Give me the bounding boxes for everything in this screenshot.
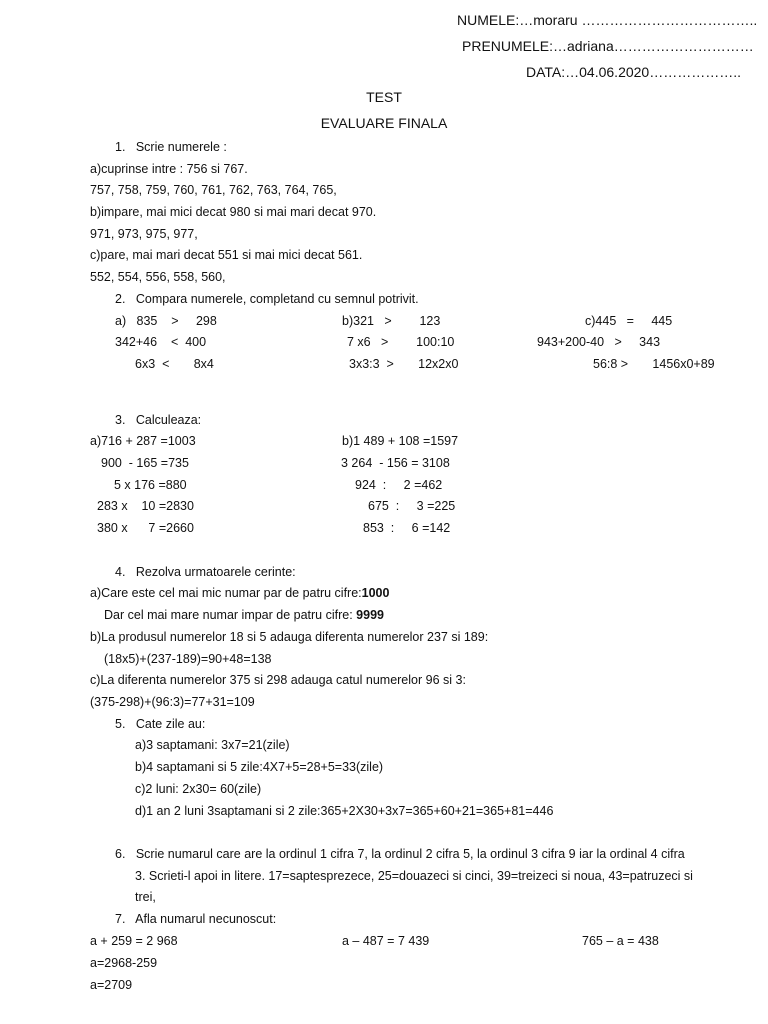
ex4-b-answer: (18x5)+(237-189)=90+48=138	[104, 652, 272, 666]
ex7-step-2: a=2709	[90, 978, 133, 992]
ex4-c-prompt: c)La diferenta numerelor 375 si 298 adauga catul numerelor 96 si 3:	[90, 673, 466, 687]
ex3-a-row1: a)716 + 287 =1003	[90, 434, 196, 448]
surname-line: PRENUMELE:…adriana…………………………	[462, 38, 754, 54]
ex5-item-d: d)1 an 2 luni 3saptamani si 2 zile:365+2X30+3x7=365+60+21=365+81=446	[135, 804, 554, 818]
ex3-a-row3: 5 x 176 =880	[114, 478, 187, 492]
ex2-a-row2: 342+46 < 400	[115, 335, 207, 349]
ex2-heading: 2. Compara numerele, completand cu semnul potrivit.	[115, 292, 419, 306]
ex4-a-prompt: a)Care este cel mai mic numar par de patru cifre:	[90, 586, 362, 600]
ex2-a-row3: 6x3 < 8x4	[135, 357, 214, 371]
ex3-b-row4: 675 : 3 =225	[368, 499, 456, 513]
ex3-b-row2: 3 264 - 156 = 3108	[341, 456, 450, 470]
ex1-a-answer: 757, 758, 759, 760, 761, 762, 763, 764, 765,	[90, 183, 337, 197]
ex2-b-row3: 3x3:3 > 12x2x0	[349, 357, 459, 371]
ex2-c-row1: c)445 = 445	[585, 314, 673, 328]
ex4-a2-line	[104, 607, 384, 623]
ex1-heading: 1. Scrie numerele :	[115, 140, 227, 154]
ex3-b-row3: 924 : 2 =462	[355, 478, 443, 492]
ex2-c-row2: 943+200-40 > 343	[537, 335, 661, 349]
ex1-c-prompt: c)pare, mai mari decat 551 si mai mici decat 561.	[90, 248, 363, 262]
ex4-a2-prompt: Dar cel mai mare numar impar de patru cifre:	[104, 608, 357, 622]
ex2-b-row2: 7 x6 > 100:10	[347, 335, 455, 349]
ex4-a2-answer: 9999	[356, 608, 384, 622]
ex5-item-a: a)3 saptamani: 3x7=21(zile)	[135, 738, 290, 752]
ex5-heading: 5. Cate zile au:	[115, 717, 206, 731]
test-title: TEST	[366, 89, 402, 105]
ex3-heading: 3. Calculeaza:	[115, 413, 202, 427]
name-line: NUMELE:…moraru ………………………………..	[457, 12, 758, 28]
ex3-b-row5: 853 : 6 =142	[363, 521, 451, 535]
ex7-step-1: a=2968-259	[90, 956, 158, 970]
ex6-line3: trei,	[135, 890, 156, 904]
ex7-eq-a: a + 259 = 2 968	[90, 934, 178, 948]
ex7-eq-b: a – 487 = 7 439	[342, 934, 430, 948]
ex4-a-answer: 1000	[361, 586, 390, 600]
ex2-c-row3: 56:8 > 1456x0+89	[593, 357, 715, 371]
ex1-c-answer: 552, 554, 556, 558, 560,	[90, 270, 226, 284]
ex5-item-c: c)2 luni: 2x30= 60(zile)	[135, 782, 262, 796]
ex1-a-prompt: a)cuprinse intre : 756 si 767.	[90, 162, 248, 176]
ex4-a-line	[90, 585, 389, 601]
ex4-b-prompt: b)La produsul numerelor 18 si 5 adauga diferenta numerelor 237 si 189:	[90, 630, 489, 644]
ex2-b-row1: b)321 > 123	[342, 314, 441, 328]
test-subtitle: EVALUARE FINALA	[320, 115, 448, 131]
ex1-b-answer: 971, 973, 975, 977,	[90, 227, 198, 241]
ex3-b-row1: b)1 489 + 108 =1597	[342, 434, 459, 448]
ex1-b-prompt: b)impare, mai mici decat 980 si mai mari decat 970.	[90, 205, 377, 219]
ex7-eq-c: 765 – a = 438	[582, 934, 659, 948]
ex5-item-b: b)4 saptamani si 5 zile:4X7+5=28+5=33(zile)	[135, 760, 384, 774]
ex3-a-row5: 380 x 7 =2660	[97, 521, 194, 535]
ex3-a-row4: 283 x 10 =2830	[97, 499, 194, 513]
ex4-c-answer: (375-298)+(96:3)=77+31=109	[90, 695, 255, 709]
ex2-a-row1: a) 835 > 298	[115, 314, 217, 328]
ex4-heading: 4. Rezolva urmatoarele cerinte:	[115, 565, 296, 579]
ex6-line2: 3. Scrieti-l apoi in litere. 17=saptesprezece, 25=douazeci si cinci, 39=treizeci si noua, 43=patruzeci si	[135, 869, 693, 883]
date-line: DATA:…04.06.2020………………..	[526, 64, 741, 80]
ex3-a-row2: 900 - 165 =735	[101, 456, 189, 470]
ex7-heading: 7. Afla numarul necunoscut:	[115, 912, 277, 926]
ex6-line1: 6. Scrie numarul care are la ordinul 1 cifra 7, la ordinul 2 cifra 5, la ordinul 3 cifra 9 iar la ordinal 4 cifra	[115, 847, 685, 861]
